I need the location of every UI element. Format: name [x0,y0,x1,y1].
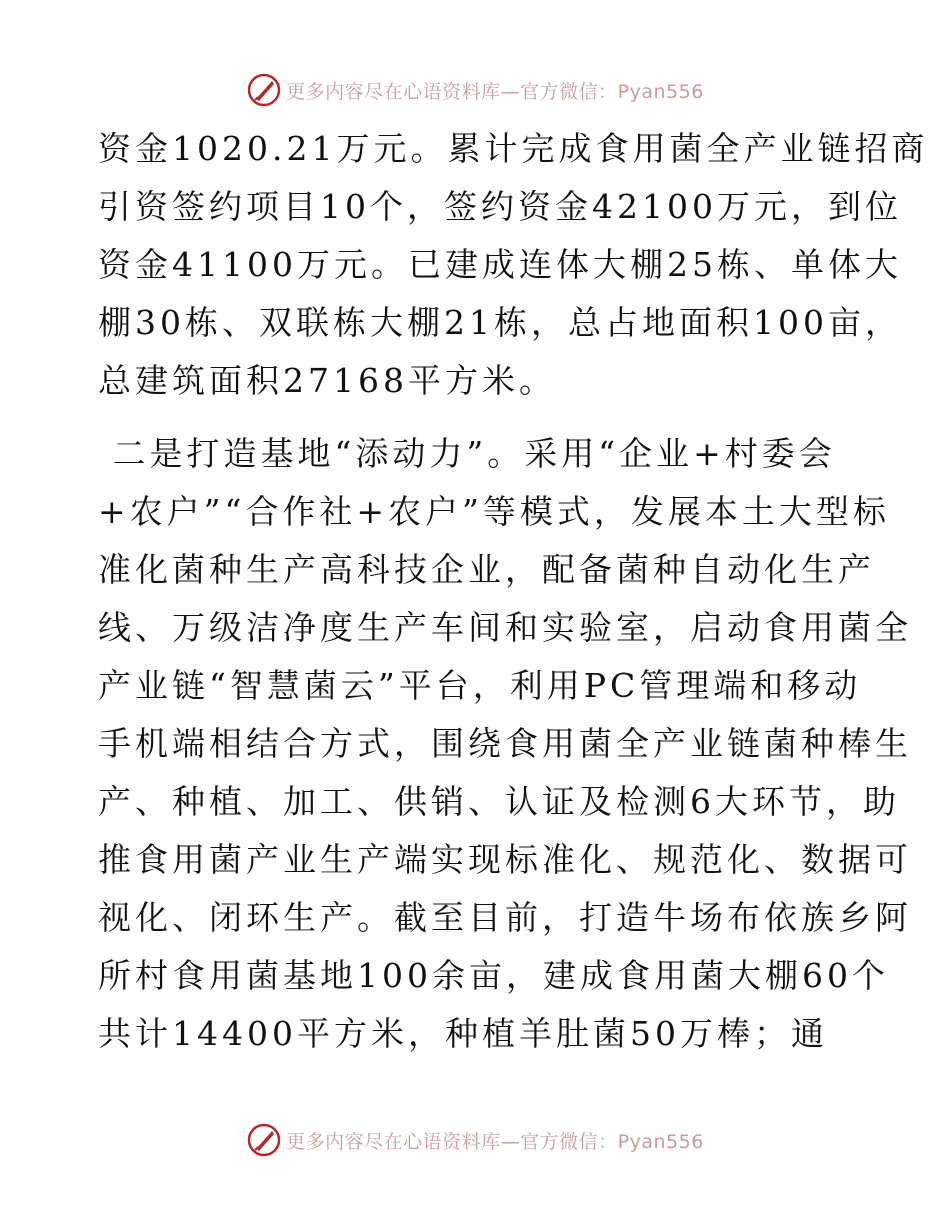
footer-banner-text: 更多内容尽在心语资料库—官方微信： [286,1130,618,1153]
text-line: 推食用菌产业生产端实现标准化、规范化、数据可 [98,840,912,879]
paragraph-2 [98,425,912,1063]
text-line: 所村食用菌基地100余亩，建成食用菌大棚60个 [98,956,889,995]
text-line: 总建筑面积27168平方米。 [98,361,556,400]
text-line: 产业链“智慧菌云”平台，利用PC管理端和移动 [98,666,862,705]
text-line: 资金41100万元。已建成连体大棚25栋、单体大 [98,245,902,284]
text-line: 资金1020.21万元。累计完成食用菌全产业链招商 [98,129,929,168]
footer-watermark-banner [0,1120,950,1160]
text-line: 手机端相结合方式，围绕食用菌全产业链菌种棒生 [98,724,912,763]
text-line: 共计14400平方米，种植羊肚菌50万棒；通 [98,1014,828,1053]
text-line: 引资签约项目10个，签约资金42100万元，到位 [98,187,902,226]
text-line: 二是打造基地“添动力”。采用“企业+村委会 [98,434,836,473]
text-line: +农户”“合作社+农户”等模式，发展本土大型标 [98,492,890,531]
paragraph-1 [98,120,929,410]
text-line: 产、种植、加工、供销、认证及检测6大环节，助 [98,782,900,821]
document-body [98,120,929,1063]
quill-pen-logo-icon [246,1122,282,1158]
text-line: 线、万级洁净度生产车间和实验室，启动食用菌全 [98,608,912,647]
footer-banner-wechat-id: Pyan556 [617,1130,704,1153]
text-line: 棚30栋、双联栋大棚21栋，总占地面积100亩， [98,303,902,342]
text-line: 视化、闭环生产。截至目前，打造牛场布依族乡阿 [98,898,912,937]
quill-pen-logo-icon [246,72,282,108]
header-watermark-banner [0,70,950,110]
header-banner-text: 更多内容尽在心语资料库—官方微信： [286,80,618,103]
text-line: 准化菌种生产高科技企业，配备菌种自动化生产 [98,550,875,589]
header-banner-wechat-id: Pyan556 [617,80,704,103]
